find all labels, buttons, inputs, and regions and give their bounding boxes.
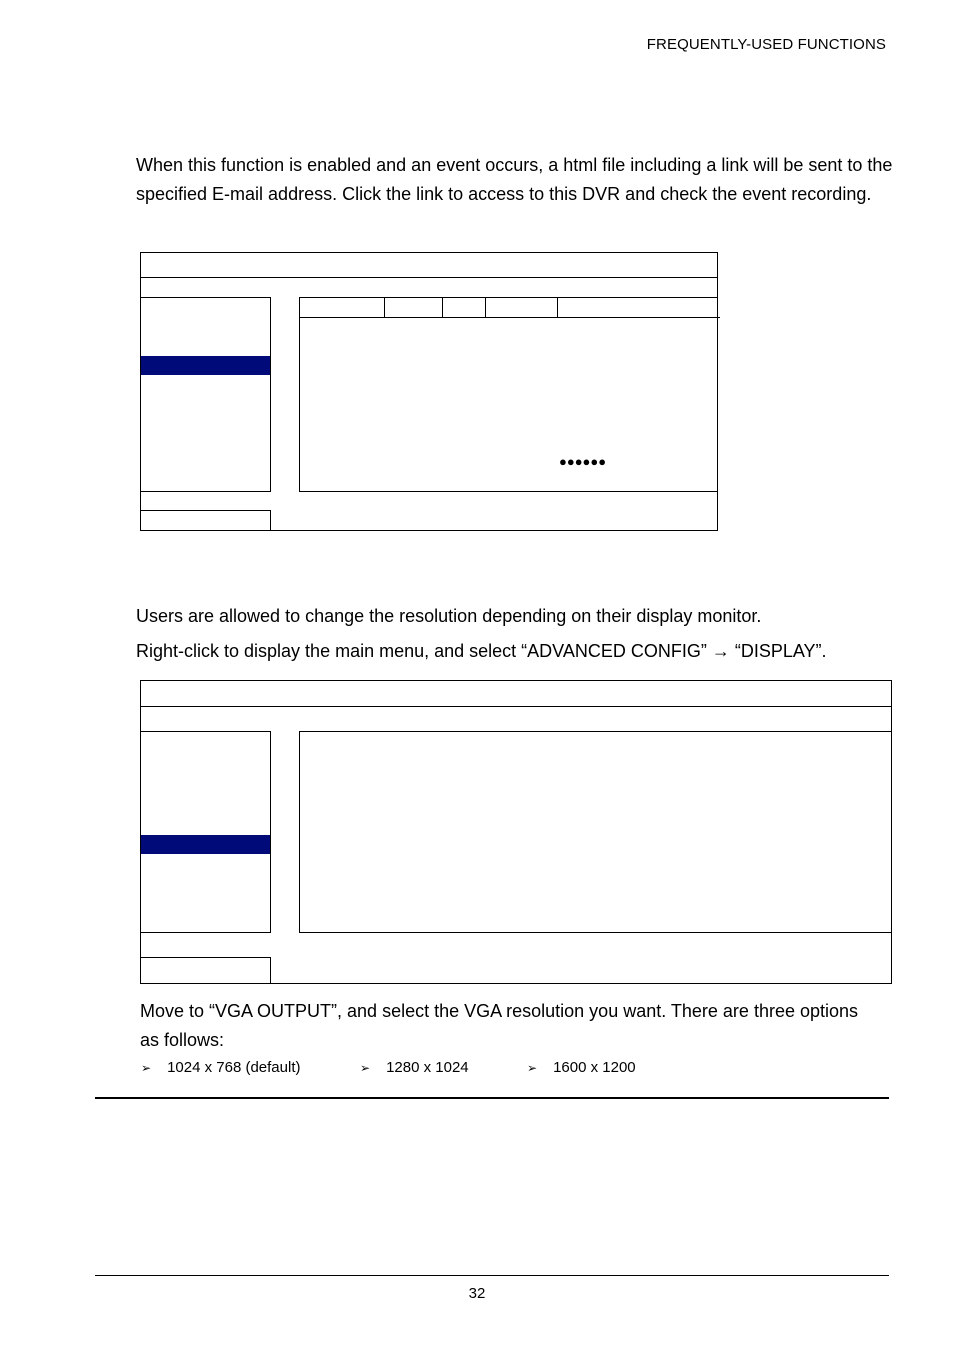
vga-output-paragraph: Move to “VGA OUTPUT”, and select the VGA resolution you want. There are three options as follows:	[140, 1001, 859, 1050]
tab-4-active[interactable]	[486, 297, 558, 317]
password-field-mask[interactable]: ●●●●●●	[559, 454, 607, 469]
option-label: 1024 x 768 (default)	[167, 1059, 301, 1076]
option-label: 1600 x 1200	[553, 1059, 636, 1076]
side-menu-2	[140, 731, 271, 933]
tab-2[interactable]	[385, 297, 443, 317]
bottom-button-2[interactable]	[140, 957, 271, 984]
window-title-bar-2	[140, 680, 892, 707]
window-title-bar-1	[140, 252, 718, 278]
side-menu-1	[140, 297, 271, 492]
bullet-arrow-icon: ➢	[360, 1061, 371, 1075]
tab-1[interactable]	[299, 297, 385, 317]
footer-rule	[95, 1275, 889, 1276]
option-item	[141, 1059, 301, 1076]
content-panel-2	[299, 731, 892, 933]
resolution-intro-line: Users are allowed to change the resolution depending on their display monitor.	[136, 606, 762, 626]
option-label: 1280 x 1024	[386, 1059, 469, 1076]
tab-strip-1	[299, 297, 558, 318]
email-function-paragraph: When this function is enabled and an event occurs, a html file including a link will be sent to the specified E-mail address. Click the link to access to this DVR and check the event recording.	[136, 155, 893, 204]
running-header: FREQUENTLY-USED FUNCTIONS	[646, 36, 886, 53]
page-number: 32	[468, 1285, 486, 1302]
bullet-arrow-icon: ➢	[141, 1061, 152, 1075]
bullet-arrow-icon: ➢	[527, 1061, 538, 1075]
option-item	[360, 1059, 469, 1076]
menu-path-line: Right-click to display the main menu, and select “ADVANCED CONFIG” → “DISPLAY”.	[136, 641, 827, 661]
option-item	[527, 1059, 636, 1076]
tab-3[interactable]	[443, 297, 486, 317]
tab-baseline-1	[558, 317, 720, 318]
bottom-button-1[interactable]	[140, 510, 271, 531]
section-divider	[95, 1097, 889, 1099]
side-menu-selected-item-2[interactable]	[141, 835, 270, 854]
side-menu-selected-item-1[interactable]	[141, 356, 270, 375]
content-panel-1	[299, 297, 718, 492]
